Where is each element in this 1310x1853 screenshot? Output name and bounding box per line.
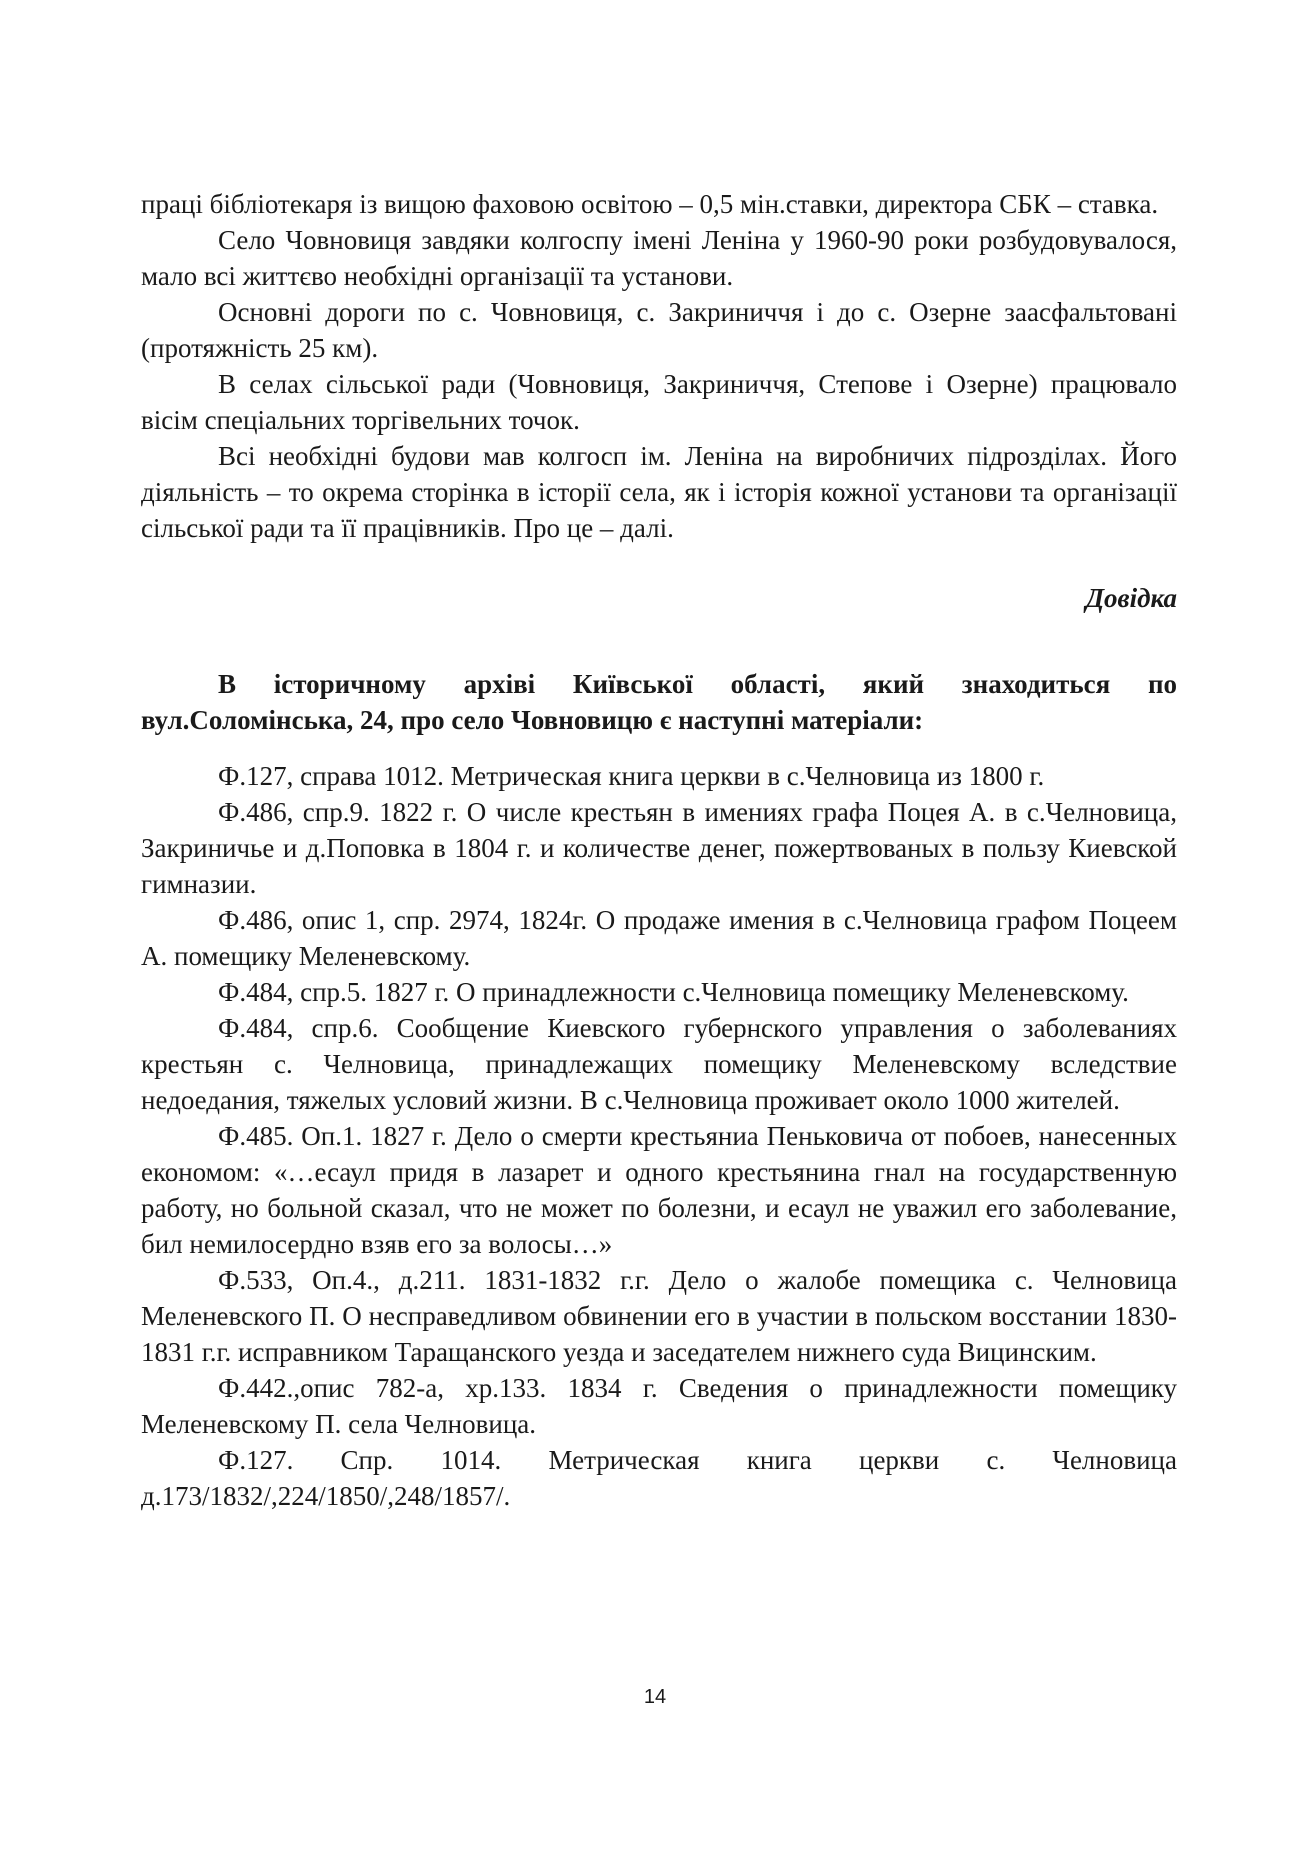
paragraph: В селах сільської ради (Човновиця, Закриниччя, Степове і Озерне) працювало вісім спеціальних торгівельних точок. [141,369,1177,435]
archive-item: Ф.486, спр.9. 1822 г. О числе крестьян в имениях графа Поцея А. в с.Челновица, Закриничье и д.Поповка в 1804 г. и количестве денег, пожертвованых в пользу Киевской гимназии. [141,797,1177,899]
paragraph: Основні дороги по с. Човновиця, с. Закриниччя і до с. Озерне заасфальтовані (протяжність 25 км). [141,297,1177,363]
page-number: 14 [643,1686,667,1708]
archive-item: Ф.533, Оп.4., д.211. 1831-1832 г.г. Дело о жалобе помещика с. Челновица Меленевского П. О несправедливом обвинении его в участии в польском восстании 1830-1831 г.г. исправником Таращанского уезда и заседателем нижнего суда Вицинским. [141,1265,1177,1367]
archive-item: Ф.484, спр.5. 1827 г. О принадлежности с.Челновица помещику Меленевскому. [218,977,1129,1007]
archive-item: Ф.485. Оп.1. 1827 г. Дело о смерти крестьяниа Пеньковича от побоев, нанесенных економом: «…есаул придя в лазарет и одного крестьянина гнал на государственную работу, но больной сказал, что не может по болезни, и есаул не уважил его заболевание, бил немилосердно взяв его за волосы…» [141,1121,1177,1259]
archive-intro: В історичному архіві Київської області, який знаходиться по вул.Соломінська, 24, про село Човновицю є наступні матеріали: [141,669,1177,735]
paragraph: праці бібліотекаря із вищою фаховою освітою – 0,5 мін.ставки, директора СБК – ставка. [141,189,1159,219]
reference-heading: Довідка [1085,583,1177,613]
page-content [141,186,1177,1514]
archive-item: Ф.127. Спр. 1014. Метрическая книга церкви с. Челновица д.173/1832/,224/1850/,248/1857/. [141,1445,1177,1511]
archive-item: Ф.442.,опис 782-а, хр.133. 1834 г. Сведения о принадлежности помещику Меленевскому П. села Челновица. [141,1373,1177,1439]
paragraph: Село Човновиця завдяки колгоспу імені Леніна у 1960-90 роки розбудовувалося, мало всі життєво необхідні організації та установи. [141,225,1177,291]
archive-item: Ф.127, справа 1012. Метрическая книга церкви в с.Челновица из 1800 г. [218,761,1045,791]
archive-item: Ф.486, опис 1, спр. 2974, 1824г. О продаже имения в с.Челновица графом Поцеем А. помещику Меленевскому. [141,905,1177,971]
archive-item: Ф.484, спр.6. Сообщение Киевского губернского управления о заболеваниях крестьян с. Челновица, принадлежащих помещику Меленевскому вследствие недоедания, тяжелых условий жизни. В с.Челновица проживает около 1000 жителей. [141,1013,1177,1115]
paragraph: Всі необхідні будови мав колгосп ім. Леніна на виробничих підрозділах. Його діяльність – то окрема сторінка в історії села, як і історія кожної установи та організації сільської ради та її працівників. Про це – далі. [141,441,1177,543]
